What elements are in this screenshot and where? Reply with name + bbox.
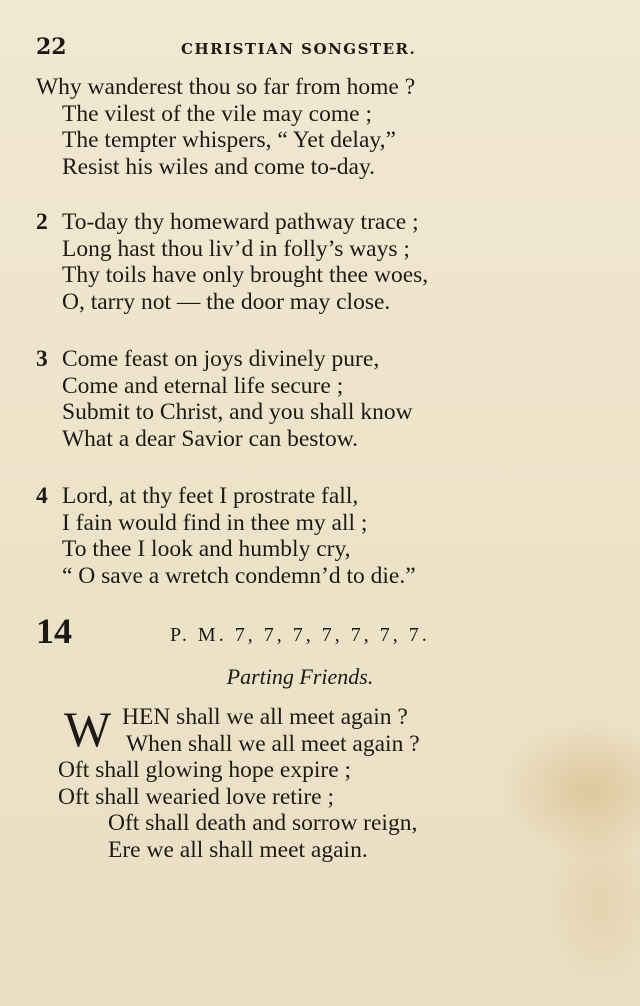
verse-line: Long hast thou liv’d in folly’s ways ; xyxy=(62,235,410,262)
stanza-1 xyxy=(36,74,596,180)
verse-line: Lord, at thy feet I prostrate fall, xyxy=(62,483,359,509)
stanza-3 xyxy=(36,346,596,452)
stanza-number: 4 xyxy=(36,483,48,509)
hymn-number: 14 xyxy=(36,611,72,651)
stanza-2 xyxy=(36,209,596,315)
verse-line: The vilest of the vile may come ; xyxy=(62,100,372,127)
verse-line: To-day thy homeward pathway trace ; xyxy=(62,209,419,235)
verse-line: “ O save a wretch condemn’d to die.” xyxy=(62,562,416,589)
page-header xyxy=(36,34,596,64)
verse-line: I fain would find in thee my all ; xyxy=(62,509,368,536)
verse-line: What a dear Savior can bestow. xyxy=(62,425,359,452)
stanza-4 xyxy=(36,483,596,589)
drop-cap: W xyxy=(64,701,112,757)
verse-line: Come feast on joys divinely pure, xyxy=(62,346,380,372)
page-number: 22 xyxy=(36,34,67,60)
running-title: CHRISTIAN SONGSTER. xyxy=(181,40,417,58)
verse-line: Come and eternal life secure ; xyxy=(62,372,344,399)
verse-line: When shall we all meet again ? xyxy=(126,730,420,757)
hymn-title: Parting Friends. xyxy=(226,664,374,689)
verse-line: Oft shall wearied love retire ; xyxy=(58,783,335,810)
verse-line: Oft shall glowing hope expire ; xyxy=(58,757,352,783)
hymn-14-verse xyxy=(58,701,618,863)
verse-line: The tempter whispers, “ Yet delay,” xyxy=(62,127,396,153)
verse-line: O, tarry not — the door may close. xyxy=(62,288,391,315)
verse-line: Oft shall death and sorrow reign, xyxy=(108,810,418,836)
verse-line: Resist his wiles and come to-day. xyxy=(62,153,376,180)
verse-line: Submit to Christ, and you shall know xyxy=(62,399,413,425)
verse-line: To thee I look and humbly cry, xyxy=(62,536,351,562)
stanza-number: 2 xyxy=(36,209,48,235)
hymn-meter: P. M. 7, 7, 7, 7, 7, 7, 7. xyxy=(170,624,430,646)
stanza-number: 3 xyxy=(36,346,48,372)
verse-line: Thy toils have only brought thee woes, xyxy=(62,262,429,288)
verse-line: Why wanderest thou so far from home ? xyxy=(36,74,416,100)
verse-line: HEN shall we all meet again ? xyxy=(122,704,408,730)
verse-line: Ere we all shall meet again. xyxy=(108,836,368,863)
